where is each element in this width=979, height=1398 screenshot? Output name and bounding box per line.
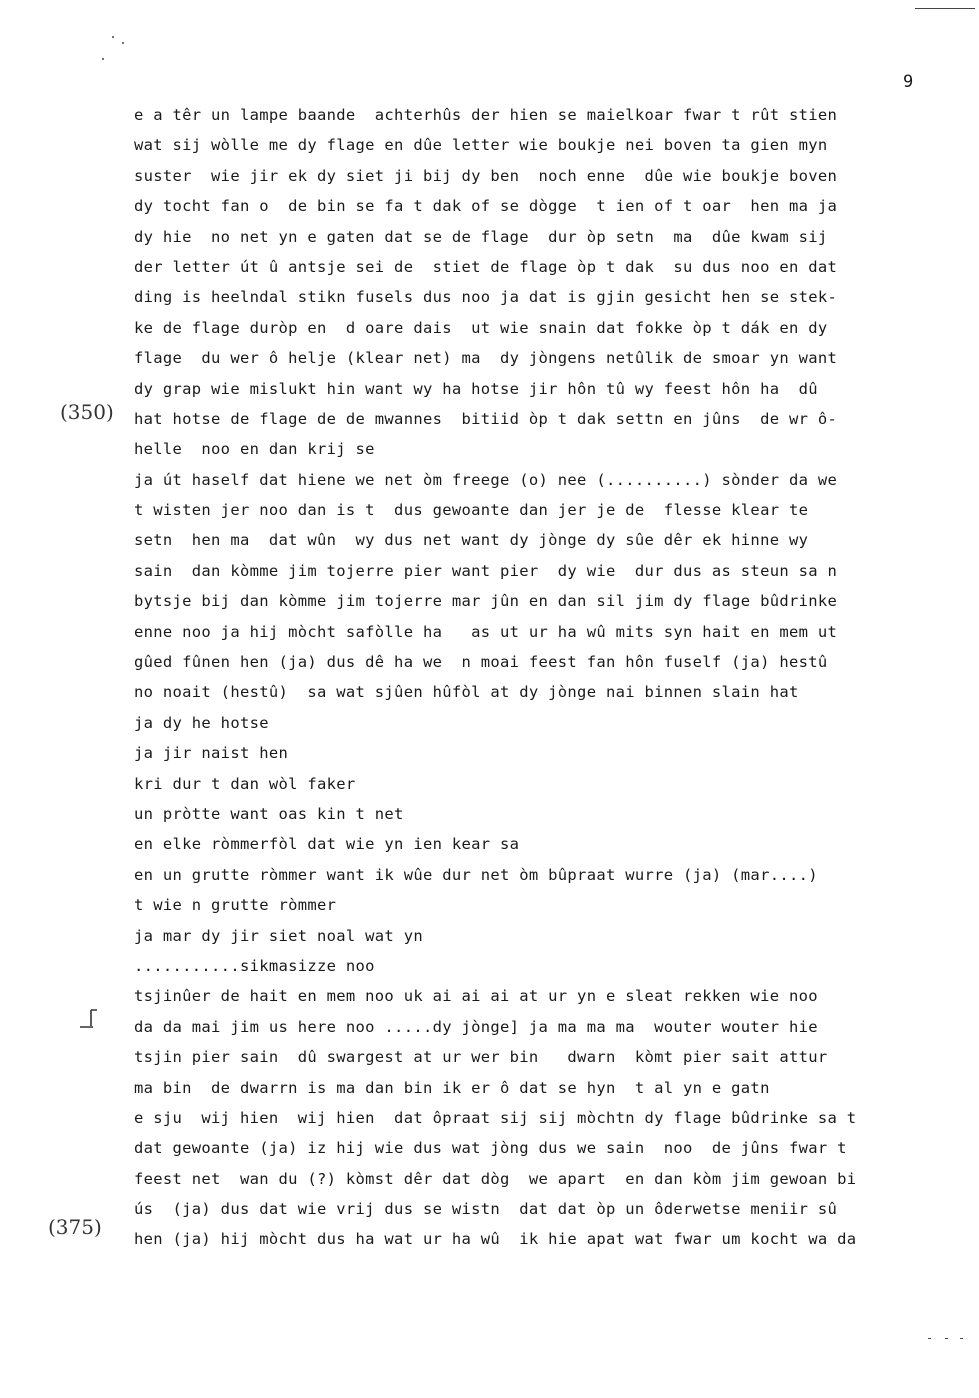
page-number: 9 [903, 72, 914, 92]
scan-speck [102, 58, 104, 60]
text-line: der letter út û antsje sei de stiet de flage òp t dak su dus noo en dat [134, 257, 838, 276]
text-line: wat sij wòlle me dy flage en dûe letter wie boukje nei boven ta gien myn [134, 136, 828, 155]
text-line: dy hie no net yn e gaten dat se de flage dur òp setn ma dûe kwam sij [134, 227, 828, 246]
bracket-mark-icon [78, 1008, 102, 1030]
text-line: ja út haself dat hiene we net òm freege (o) nee (..........) sònder da we [134, 470, 838, 489]
text-line: ja mar dy jir siet noal wat yn [134, 926, 423, 945]
text-line: kri dur t dan wòl faker [134, 774, 356, 793]
margin-note-350: (350) [60, 400, 114, 424]
scan-speck [928, 1338, 931, 1339]
text-line: hen (ja) hij mòcht dus ha wat ur ha wû ik hie apat wat fwar um kocht wa da [134, 1230, 857, 1249]
text-line: flage du wer ô helje (klear net) ma dy jòngens netûlik de smoar yn want [134, 349, 838, 368]
text-line: sain dan kòmme jim tojerre pier want pier dy wie dur dus as steun sa n [134, 561, 838, 580]
scan-speck [960, 1338, 963, 1339]
text-line: enne noo ja hij mòcht safòlle ha as ut ur ha wû mits syn hait en mem ut [134, 622, 838, 641]
text-line: ...........sikmasizze noo [134, 956, 375, 975]
text-line: setn hen ma dat wûn wy dus net want dy jònge dy sûe dêr ek hinne wy [134, 531, 809, 550]
text-line: en un grutte ròmmer want ik wûe dur net òm bûpraat wurre (ja) (mar....) [134, 865, 818, 884]
text-line: t wie n grutte ròmmer [134, 896, 337, 915]
scan-speck [945, 1338, 948, 1339]
text-line: suster wie jir ek dy siet ji bij dy ben noch enne dûe wie boukje boven [134, 166, 838, 185]
scan-speck [915, 8, 975, 9]
text-line: dat gewoante (ja) iz hij wie dus wat jòng dus we sain noo de jûns fwar t [134, 1139, 847, 1158]
text-line: da da mai jim us here noo .....dy jònge] ja ma ma ma wouter wouter hie [134, 1017, 818, 1036]
text-line: ke de flage duròp en d oare dais ut wie snain dat fokke òp t dák en dy [134, 318, 828, 337]
text-line: en elke ròmmerfòl dat wie yn ien kear sa [134, 835, 520, 854]
text-line: e sju wij hien wij hien dat ôpraat sij sij mòchtn dy flage bûdrinke sa t [134, 1108, 857, 1127]
text-line: helle noo en dan krij se [134, 440, 375, 459]
text-line: tsjin pier sain dû swargest at ur wer bin dwarn kòmt pier sait attur [134, 1048, 828, 1067]
text-line: ding is heelndal stikn fusels dus noo ja dat is gjin gesicht hen se stek- [134, 288, 838, 307]
text-line: ja jir naist hen [134, 744, 289, 763]
text-line: t wisten jer noo dan is t dus gewoante dan jer je de flesse klear te [134, 501, 809, 520]
text-line: ja dy he hotse [134, 713, 269, 732]
text-line: dy grap wie mislukt hin want wy ha hotse jir hôn tû wy feest hôn ha dû [134, 379, 818, 398]
margin-note-375: (375) [48, 1215, 102, 1239]
text-line: hat hotse de flage de de mwannes bitiid òp t dak settn en jûns de wr ô- [134, 409, 838, 428]
text-line: dy tocht fan o de bin se fa t dak of se dògge t ien of t oar hen ma ja [134, 197, 838, 216]
text-line: un pròtte want oas kin t net [134, 804, 404, 823]
text-line: gûed fûnen hen (ja) dus dê ha we n moai feest fan hôn fuself (ja) hestû [134, 653, 828, 672]
text-line: bytsje bij dan kòmme jim tojerre mar jûn en dan sil jim dy flage bûdrinke [134, 592, 838, 611]
transcript-text [134, 100, 934, 1255]
scan-speck [112, 36, 114, 38]
text-line: tsjinûer de hait en mem noo uk ai ai ai at ur yn e sleat rekken wie noo [134, 987, 818, 1006]
text-line: e a têr un lampe baande achterhûs der hien se maielkoar fwar t rût stien [134, 106, 838, 124]
scan-speck [122, 42, 124, 44]
text-line: no noait (hestû) sa wat sjûen hûfòl at dy jònge nai binnen slain hat [134, 683, 799, 702]
text-line: feest net wan du (?) kòmst dêr dat dòg we apart en dan kòm jim gewoan bi [134, 1169, 857, 1188]
text-line: ús (ja) dus dat wie vrij dus se wistn dat dat òp un ôderwetse meniir sû [134, 1200, 838, 1219]
text-line: ma bin de dwarrn is ma dan bin ik er ô dat se hyn t al yn e gatn [134, 1078, 770, 1097]
